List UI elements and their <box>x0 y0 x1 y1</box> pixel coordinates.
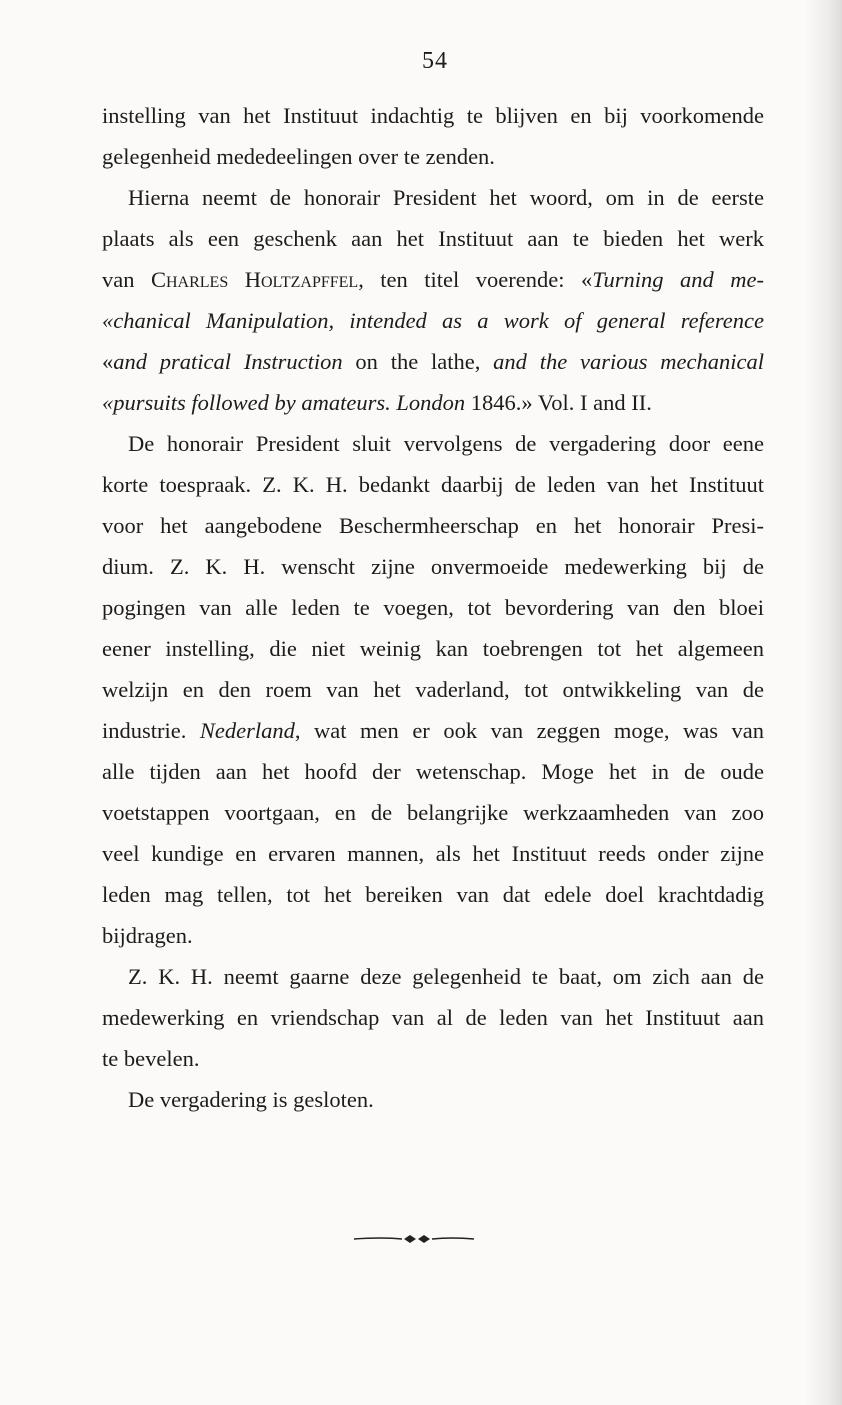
book-title-line: «chanical Manipulation, intended as a work of general reference <box>102 308 764 333</box>
text-line: instelling van het Instituut indachtig te blijven en bij voorkomende <box>102 103 764 128</box>
text-line: leden mag tellen, tot het bereiken van dat edele doel krachtdadig <box>102 882 764 907</box>
text-line: welzijn en den roem van het vaderland, tot ontwikkeling van de <box>102 677 764 702</box>
text-run: , ten titel voerende: « <box>358 267 593 292</box>
text-line: alle tijden aan het hoofd der wetenschap. Moge het in de oude <box>102 759 764 784</box>
paragraph-1 <box>102 95 764 177</box>
text-run: van <box>102 267 151 292</box>
text-line <box>102 382 764 423</box>
text-run: , wat men er ook van zeggen moge, was van <box>294 718 764 743</box>
text-line: gelegenheid mededeelingen over te zenden. <box>102 144 495 169</box>
text-line: Hierna neemt de honorair President het woord, om in de eerste <box>128 185 764 210</box>
paragraph-2 <box>102 177 764 423</box>
text-line: voetstappen voortgaan, en de belangrijke werkzaamheden van zoo <box>102 800 764 825</box>
text-line: veel kundige en ervaren mannen, als het Instituut reeds onder zijne <box>102 841 764 866</box>
book-title: and the various mechanical <box>493 349 764 374</box>
text-line: dium. Z. K. H. wenscht zijne onvermoeide medewerking bij de <box>102 554 764 579</box>
author-name: Charles Holtzapffel <box>151 267 359 292</box>
place-name: Nederland <box>199 718 295 743</box>
book-title: «pursuits followed by amateurs. London <box>102 390 466 415</box>
text-line <box>102 259 764 300</box>
text-run: « <box>102 349 114 374</box>
text-line: plaats als een geschenk aan het Instituut aan te bieden het werk <box>102 226 764 251</box>
paragraph-4 <box>102 956 764 1079</box>
text-line: De honorair President sluit vervolgens de vergadering door eene <box>128 431 764 456</box>
text-line: pogingen van alle leden te voegen, tot bevordering van den bloei <box>102 595 764 620</box>
text-line: te bevelen. <box>102 1046 200 1071</box>
paragraph-5 <box>102 1079 764 1120</box>
text-run: industrie. <box>102 718 200 743</box>
text-line: Z. K. H. neemt gaarne deze gelegenheid te baat, om zich aan de <box>128 964 764 989</box>
text-line <box>102 710 764 751</box>
book-title: Turning and me- <box>592 267 765 292</box>
text-line: eener instelling, die niet weinig kan toebrengen tot het algemeen <box>102 636 764 661</box>
page-edge-shadow <box>804 0 842 1405</box>
text-line: medewerking en vriendschap van al de leden van het Instituut aan <box>102 1005 764 1030</box>
paragraph-3 <box>102 423 764 956</box>
text-line: De vergadering is gesloten. <box>128 1087 374 1112</box>
ornament-divider <box>352 1233 476 1245</box>
book-title: and pratical Instruction <box>113 349 343 374</box>
page-number: 54 <box>422 48 448 74</box>
text-run: 1846.» Vol. I and II. <box>465 390 652 415</box>
text-line: voor het aangebodene Beschermheerschap en het honorair Presi- <box>102 513 764 538</box>
text-line: bijdragen. <box>102 923 193 948</box>
text-line: korte toespraak. Z. K. H. bedankt daarbij de leden van het Instituut <box>102 472 764 497</box>
text-line <box>102 341 764 382</box>
text-run: on the lathe, <box>342 349 494 374</box>
body-text <box>102 95 764 1120</box>
